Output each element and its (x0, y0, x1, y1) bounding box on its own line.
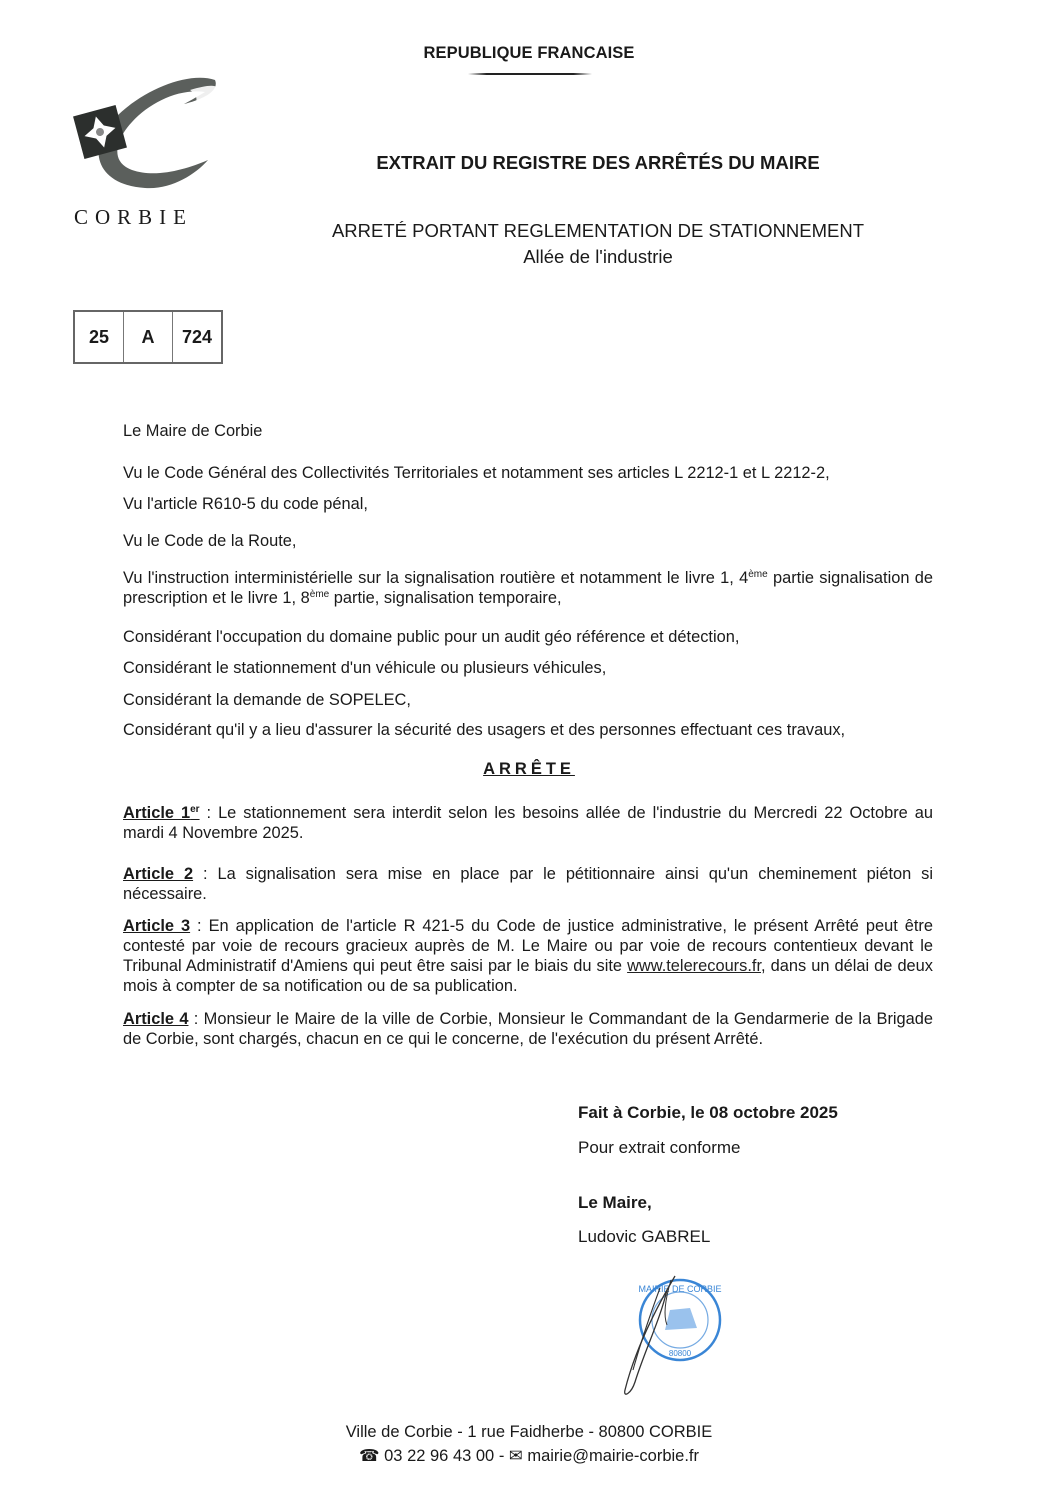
article-label: Article 1er (123, 804, 200, 822)
article-label: Article 2 (123, 865, 194, 883)
telerecours-link[interactable]: www.telerecours.fr (627, 957, 761, 975)
footer-address: Ville de Corbie - 1 rue Faidherbe - 80800 CORBIE (345, 1423, 713, 1441)
vu-line: Vu le Code Général des Collectivités Territoriales et notamment ses articles L 2212-1 et L 2212-2, (123, 464, 830, 482)
stamp-text-top: MAIRIE DE CORBIE (638, 1284, 722, 1294)
footer-phone: 03 22 96 43 00 - (379, 1447, 509, 1465)
article-label: Article 4 (123, 1010, 189, 1028)
considerant-line: Considérant la demande de SOPELEC, (123, 691, 411, 709)
document-heading: EXTRAIT DU REGISTRE DES ARRÊTÉS DU MAIRE (376, 152, 820, 173)
stamp-signature-icon (605, 1270, 735, 1400)
arrete-title: ARRETÉ PORTANT REGLEMENTATION DE STATIONNEMENT (331, 220, 865, 241)
extract-conforme: Pour extrait conforme (578, 1138, 741, 1157)
reference-letter: A (124, 312, 173, 362)
mail-icon: ✉ (508, 1447, 523, 1465)
corbie-logo-icon (70, 70, 230, 210)
vu-instruction: Vu l'instruction interministérielle sur la signalisation routière et notamment le livre 1, 4ème partie signalisation de prescription et le livre 1, 8ème partie, signalisation temporaire, (123, 569, 933, 607)
considerant-line: Considérant l'occupation du domaine public pour un audit géo référence et détection, (123, 628, 740, 646)
footer-email[interactable]: mairie@mairie-corbie.fr (522, 1447, 700, 1465)
arrete-heading: ARRÊTE (483, 760, 575, 778)
place-date: Fait à Corbie, le 08 octobre 2025 (578, 1103, 838, 1122)
heading-rule (468, 73, 592, 75)
considerant-line: Considérant qu'il y a lieu d'assurer la sécurité des usagers et des personnes effectuant ces travaux, (123, 721, 846, 739)
stamp-text-bottom: 80800 (668, 1349, 692, 1358)
phone-icon: ☎ (358, 1447, 380, 1465)
article-2: Article 2 : La signalisation sera mise en place par le pétitionnaire ainsi qu'un cheminement piéton si nécessaire. (123, 865, 934, 903)
arrete-title-block (290, 218, 906, 270)
article-1: Article 1er : Le stationnement sera interdit selon les besoins allée de l'industrie du Mercredi 22 Octobre au mardi 4 Novembre 2025. (123, 804, 933, 842)
mayor-name: Ludovic GABREL (578, 1227, 711, 1246)
vu-line: Vu le Code de la Route, (123, 532, 297, 550)
article-label: Article 3 (123, 917, 191, 935)
reference-year: 25 (75, 312, 124, 362)
article-4: Article 4 : Monsieur le Maire de la ville de Corbie, Monsieur le Commandant de la Gendarmerie de la Brigade de Corbie, sont chargés, chacun en ce qui le concerne, de l'exécution du présent Arrêté. (123, 1010, 934, 1048)
official-stamp (605, 1270, 735, 1400)
mayor-line: Le Maire de Corbie (123, 422, 263, 440)
arrete-subtitle: Allée de l'industrie (523, 246, 673, 267)
vu-line: Vu l'article R610-5 du code pénal, (123, 495, 368, 513)
reference-number: 724 (181, 326, 213, 347)
considerant-line: Considérant le stationnement d'un véhicule ou plusieurs véhicules, (123, 659, 607, 677)
republique-francaise-heading: REPUBLIQUE FRANCAISE (423, 44, 635, 62)
footer-contact (0, 1446, 1058, 1466)
article-3: Article 3 : En application de l'article R 421-5 du Code de justice administrative, le présent Arrêté peut être contesté par voie de recours gracieux auprès de M. Le Maire ou par voie de recours contentieux devant le Tribunal Administratif d'Amiens qui peut être saisi par le biais du site www.telerecours.fr, dans un délai de deux mois à compter de sa notification ou de sa publication. (123, 917, 933, 995)
reference-number-box (73, 310, 223, 364)
logo-text: CORBIE (74, 205, 194, 229)
mayor-title: Le Maire, (578, 1193, 652, 1212)
